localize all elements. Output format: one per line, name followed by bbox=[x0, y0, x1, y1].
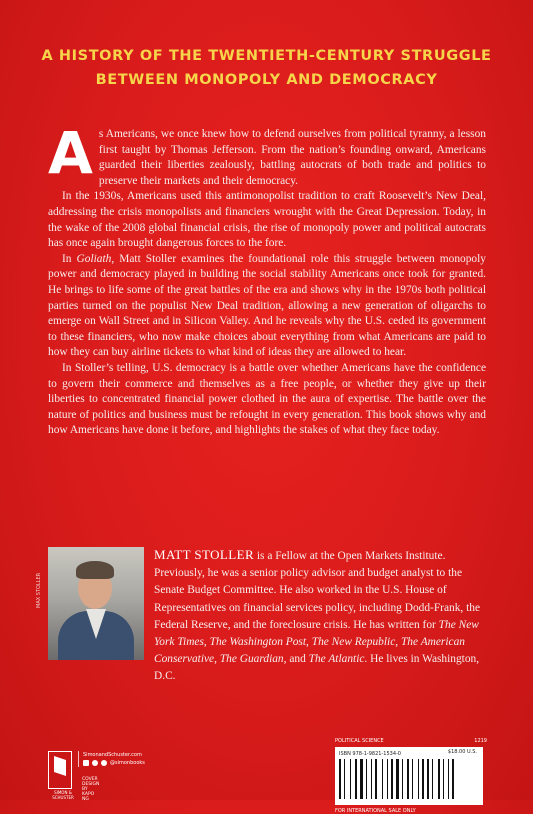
barcode-bar bbox=[430, 759, 431, 799]
headline-line-1: A HISTORY OF THE TWENTIETH-CENTURY STRUGGLE bbox=[41, 48, 492, 64]
category-label: POLITICAL SCIENCE bbox=[335, 738, 384, 744]
barcode-bar bbox=[378, 759, 381, 799]
price bbox=[448, 749, 477, 755]
design-credit: COVER DESIGN BY KAPO NG bbox=[82, 777, 100, 802]
publisher-logo-icon bbox=[48, 751, 72, 789]
bio-separator: , bbox=[203, 636, 210, 649]
barcode-bar bbox=[448, 759, 449, 799]
barcode-bar bbox=[450, 759, 451, 799]
barcode-bar bbox=[342, 759, 343, 799]
barcode-bar bbox=[434, 759, 437, 799]
isbn-text: ISBN 978-1-9821-1534-0 bbox=[339, 751, 401, 757]
publication: The New York Times bbox=[154, 618, 479, 649]
facebook-icon[interactable] bbox=[83, 760, 89, 766]
bio-separator: , and bbox=[283, 653, 309, 666]
bio-separator: , bbox=[306, 636, 312, 649]
publication: The Atlantic bbox=[308, 653, 365, 666]
publication: The New Republic bbox=[311, 636, 396, 649]
barcode-bar bbox=[400, 759, 401, 799]
barcode bbox=[335, 747, 483, 805]
barcode-bar bbox=[391, 759, 393, 799]
paragraph-3-text: , Matt Stoller examines the foundational role this struggle between monopoly power and democracy played in building the social stability Americans once took for granted. He brings to life some of the great battles of the era and shows why in the 1970s both political parties turned on the populist New Deal tradition, allowing a new generation of oligarchs to emerge on Wall Street and in Silicon Valley. And he reveals why the U.S. ceded its government to these financiers, who now make choices about everything from what Americans are paid to how they can buy airline tickets to what kind of ideas they are allowed to hear. bbox=[48, 252, 486, 359]
barcode-bar bbox=[407, 759, 409, 799]
barcode-bar bbox=[418, 759, 419, 799]
barcode-bar bbox=[394, 759, 395, 799]
barcode-bar bbox=[364, 759, 365, 799]
barcode-bar bbox=[432, 759, 433, 799]
drop-cap: A bbox=[48, 119, 93, 187]
cover-headline bbox=[0, 44, 533, 92]
barcode-bar bbox=[455, 759, 456, 799]
paragraph-3 bbox=[48, 252, 486, 361]
barcode-bar bbox=[441, 759, 442, 799]
social-row bbox=[83, 759, 145, 767]
barcode-bar bbox=[445, 759, 447, 799]
barcode-bar bbox=[402, 759, 403, 799]
barcode-block bbox=[335, 738, 487, 814]
bio-separator: , bbox=[214, 653, 220, 666]
publication: The Washington Post bbox=[209, 636, 307, 649]
bio-end: . He lives in Washington, D.C. bbox=[154, 653, 480, 683]
category-code: 1219 bbox=[474, 738, 487, 744]
paragraph-1 bbox=[48, 119, 486, 189]
barcode-bar bbox=[438, 759, 440, 799]
photo-credit: MAX STOLLER bbox=[36, 572, 42, 608]
barcode-bar bbox=[404, 759, 406, 799]
description bbox=[48, 119, 486, 439]
barcode-bar bbox=[373, 759, 374, 799]
book-title: Goliath bbox=[76, 252, 112, 265]
barcode-bar bbox=[366, 759, 367, 799]
barcode-bar bbox=[422, 759, 424, 799]
author-bio bbox=[154, 546, 490, 686]
barcode-bar bbox=[368, 759, 370, 799]
publisher-links bbox=[78, 751, 145, 767]
barcode-bar bbox=[352, 759, 354, 799]
paragraph-1-text: s Americans, we once knew how to defend ourselves from political tyranny, a lesson first taught by Thomas Jefferson. From the nation’s founding onward, Americans guarded their liberties zealously, battling autocrats of both trade and politics to preserve their markets and their democracy. bbox=[98, 128, 486, 187]
barcode-bar bbox=[346, 759, 349, 799]
publisher-name: SIMON & SCHUSTER bbox=[52, 790, 74, 800]
barcode-bar bbox=[355, 759, 357, 799]
barcode-bar bbox=[384, 759, 386, 799]
publication: The Guardian bbox=[219, 653, 284, 666]
barcode-bar bbox=[443, 759, 444, 799]
barcode-bar bbox=[375, 759, 377, 799]
paragraph-2: In the 1930s, Americans used this antimonopolist tradition to craft Roosevelt’s New Deal, addressing the crisis monopolists and financiers wrought with the Great Depression. Today, in the wake of the 2008 global financial crisis, the rise of monopoly power and political autocrats has once again brought dangerous forces to the fore. bbox=[48, 190, 486, 250]
barcode-bar bbox=[339, 759, 341, 799]
barcode-bars bbox=[339, 759, 479, 799]
sale-note: FOR INTERNATIONAL SALE ONLY bbox=[335, 808, 416, 814]
website-link[interactable]: SimonandSchuster.com bbox=[83, 752, 142, 758]
instagram-icon[interactable] bbox=[101, 760, 107, 766]
publication: The American Conservative bbox=[154, 636, 465, 666]
barcode-bar bbox=[344, 759, 345, 799]
author-name: MATT STOLLER bbox=[154, 547, 255, 562]
barcode-bar bbox=[350, 759, 351, 799]
author-photo bbox=[48, 547, 144, 660]
barcode-bar bbox=[414, 759, 417, 799]
barcode-bar bbox=[452, 759, 454, 799]
paragraph-3-lead: In bbox=[62, 252, 77, 265]
barcode-bar bbox=[371, 759, 372, 799]
social-handle[interactable]: @simonbooks bbox=[110, 760, 145, 766]
price-us: $18.00 U.S. bbox=[447, 749, 477, 755]
barcode-bar bbox=[387, 759, 388, 799]
barcode-bar bbox=[358, 759, 359, 799]
barcode-bar bbox=[425, 759, 426, 799]
barcode-bar bbox=[412, 759, 413, 799]
barcode-bar bbox=[360, 759, 363, 799]
headline-line-2: BETWEEN MONOPOLY AND DEMOCRACY bbox=[95, 72, 438, 88]
barcode-bar bbox=[382, 759, 383, 799]
barcode-bar bbox=[389, 759, 390, 799]
paragraph-4: In Stoller’s telling, U.S. democracy is a battle over whether Americans have the confidence to govern their commerce and themselves as a free people, or whether they give up their liberties to concentrated financial power clothed in the aura of expertise. The battle over the nature of politics and business must be refought in every generation. This book shows why and how Americans have done it before, and highlights the stakes of what they face today. bbox=[48, 361, 486, 437]
barcode-bar bbox=[396, 759, 399, 799]
twitter-icon[interactable] bbox=[92, 760, 98, 766]
barcode-bar bbox=[410, 759, 411, 799]
bio-separator: , bbox=[395, 636, 401, 649]
bio-text: is a Fellow at the Open Markets Institute. Previously, he was a senior policy advisor and budget analyst to the Senate Budget Committee. He also worked in the U.S. House of Representatives on financial services policy, including Dodd-Frank, the Federal Reserve, and the foreclosure crisis. He has written for bbox=[154, 550, 481, 631]
barcode-bar bbox=[420, 759, 421, 799]
barcode-bar bbox=[427, 759, 429, 799]
